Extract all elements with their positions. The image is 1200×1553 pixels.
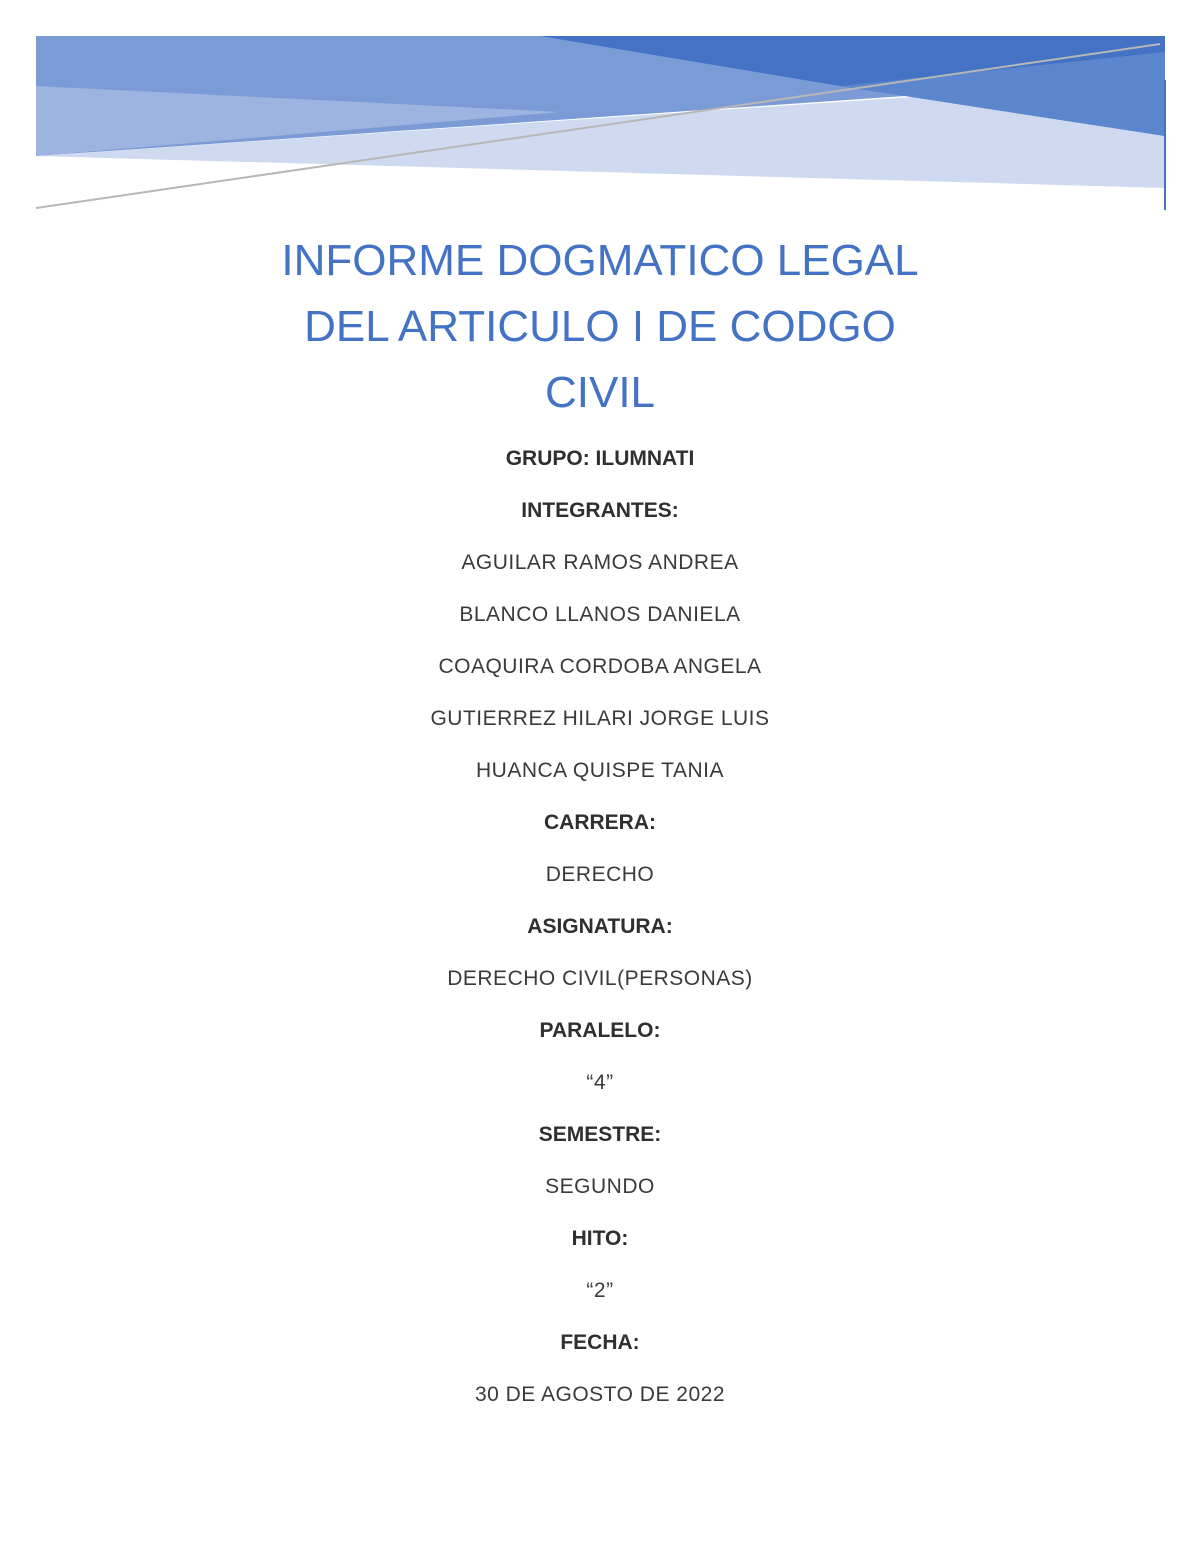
- member-name: BLANCO LLANOS DANIELA: [459, 603, 741, 626]
- title-line-3: CIVIL: [544, 368, 656, 417]
- title-line-2: DEL ARTICULO I DE CODGO: [304, 302, 896, 351]
- members-label: INTEGRANTES:: [521, 499, 679, 522]
- parallel-label: PARALELO:: [539, 1019, 661, 1042]
- semester-label: SEMESTRE:: [538, 1123, 662, 1146]
- parallel-value: “4”: [586, 1071, 614, 1094]
- date-value: 30 DE AGOSTO DE 2022: [474, 1383, 726, 1406]
- milestone-value: “2”: [586, 1279, 614, 1302]
- document-title: [0, 228, 1200, 426]
- member-name: AGUILAR RAMOS ANDREA: [461, 551, 739, 574]
- milestone-label: HITO:: [571, 1227, 629, 1250]
- semester-value: SEGUNDO: [545, 1175, 655, 1198]
- member-name: COAQUIRA CORDOBA ANGELA: [438, 655, 762, 678]
- career-label: CARRERA:: [544, 811, 656, 834]
- member-name: HUANCA QUISPE TANIA: [476, 759, 724, 782]
- member-name: GUTIERREZ HILARI JORGE LUIS: [430, 707, 770, 730]
- subject-value: DERECHO CIVIL(PERSONAS): [447, 967, 753, 990]
- cover-details: [0, 441, 1200, 1429]
- header-banner: [0, 0, 1200, 220]
- group-label: GRUPO: ILUMNATI: [505, 447, 695, 470]
- date-label: FECHA:: [560, 1331, 640, 1354]
- career-value: DERECHO: [545, 863, 655, 886]
- subject-label: ASIGNATURA:: [527, 915, 673, 938]
- title-line-1: INFORME DOGMATICO LEGAL: [281, 236, 919, 285]
